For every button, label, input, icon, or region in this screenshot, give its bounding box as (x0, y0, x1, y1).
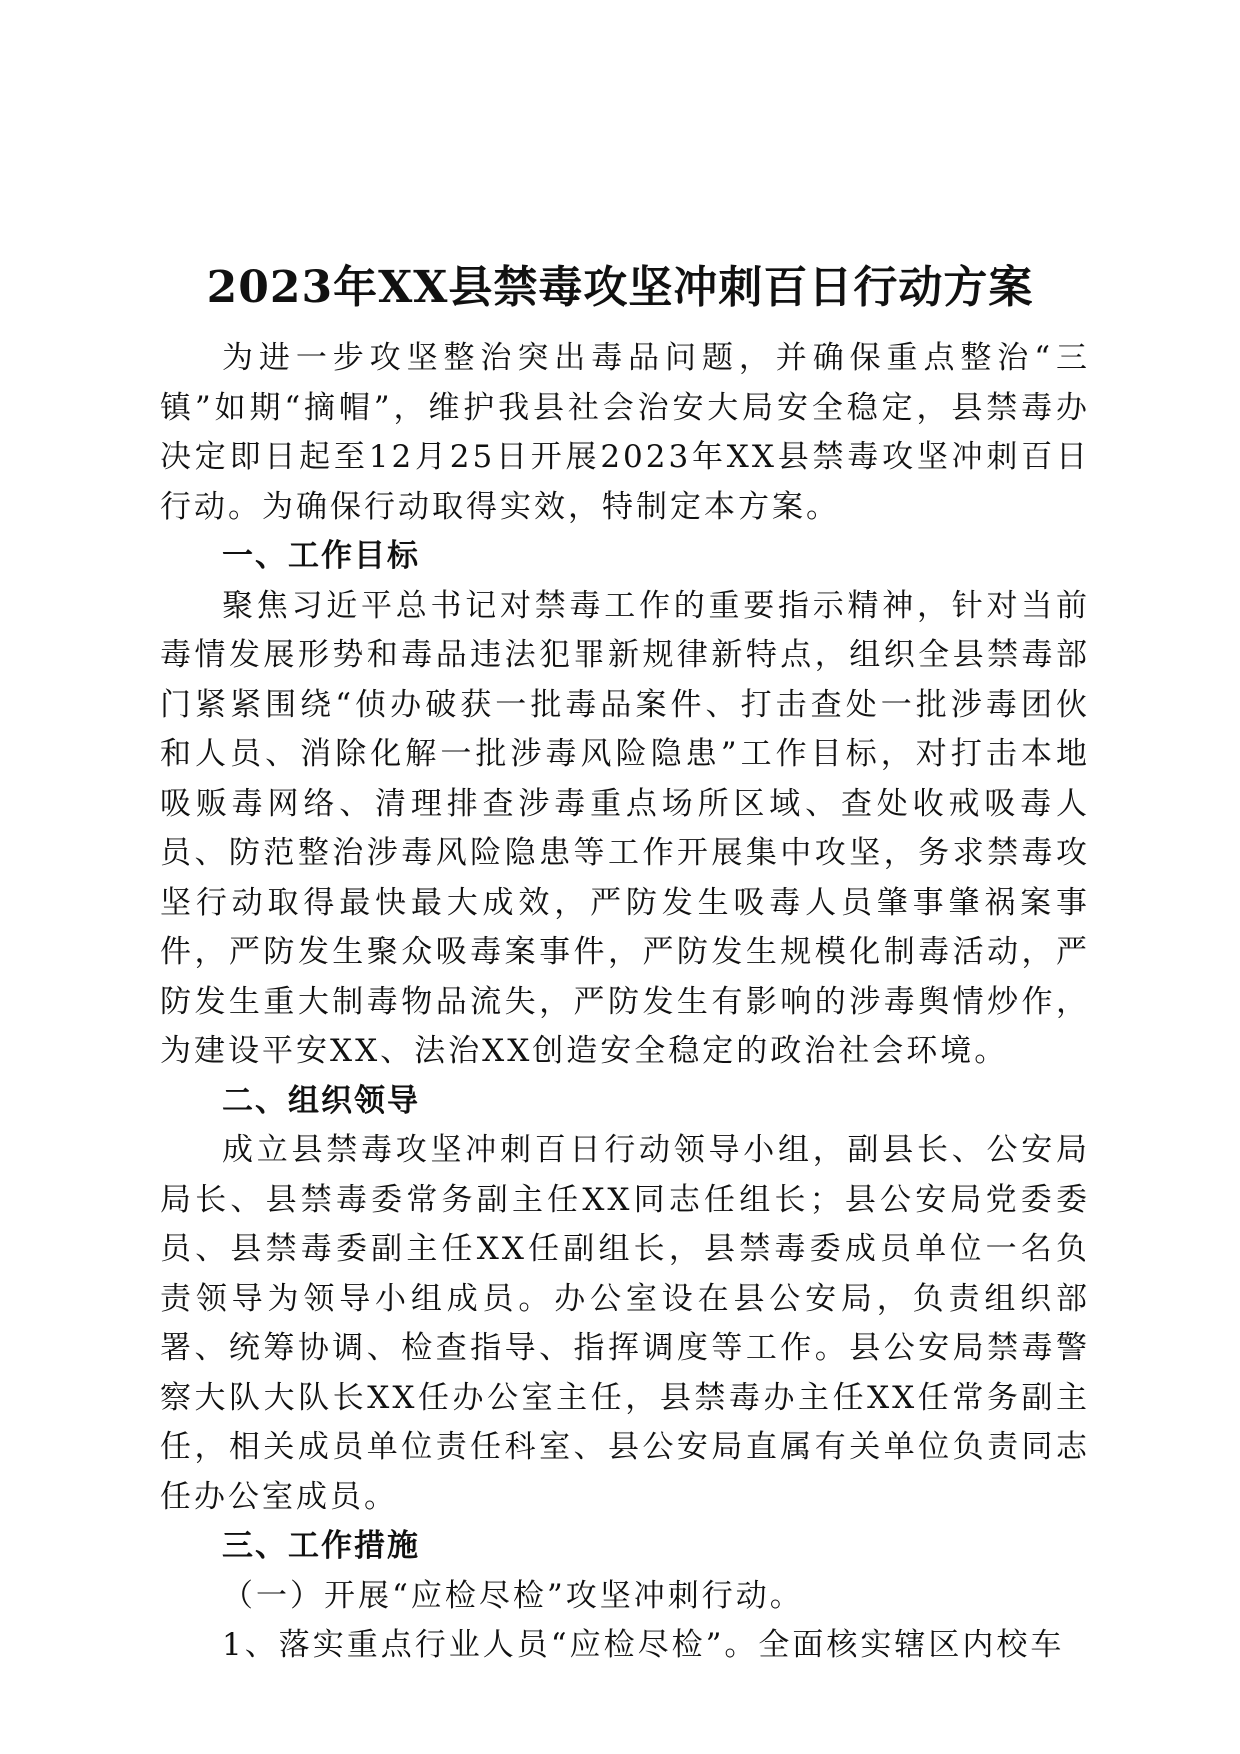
measures-subheading: （一）开展“应检尽检”攻坚冲刺行动。 (222, 1577, 804, 1614)
measures-item-1: 1、落实重点行业人员“应检尽检”。全面核实辖区内校车 (222, 1627, 1065, 1663)
section-heading-leadership: 二、组织领导 (222, 1082, 420, 1119)
section-heading-measures: 三、工作措施 (222, 1528, 420, 1564)
intro-paragraph: 为进一步攻坚整治突出毒品问题，并确保重点整治“三镇”如期“摘帽”，维护我县社会治安大局安全稳定，县禁毒办决定即日起至12月25日开展2023年XX县禁毒攻坚冲刺百日行动。为确保行动取得实效，特制定本方案。 (160, 340, 1090, 525)
goals-paragraph: 聚焦习近平总书记对禁毒工作的重要指示精神，针对当前毒情发展形势和毒品违法犯罪新规律新特点，组织全县禁毒部门紧紧围绕“侦办破获一批毒品案件、打击查处一批涉毒团伙和人员、消除化解一批涉毒风险隐患”工作目标，对打击本地吸贩毒网络、清理排查涉毒重点场所区域、查处收戒吸毒人员、防范整治涉毒风险隐患等工作开展集中攻坚，务求禁毒攻坚行动取得最快最大成效，严防发生吸毒人员肇事肇祸案事件，严防发生聚众吸毒案事件，严防发生规模化制毒活动，严防发生重大制毒物品流失，严防发生有影响的涉毒舆情炒作，为建设平安XX、法治XX创造安全稳定的政治社会环境。 (160, 587, 1090, 1069)
section-heading-goals: 一、工作目标 (222, 538, 420, 574)
leadership-paragraph: 成立县禁毒攻坚冲刺百日行动领导小组，副县长、公安局局长、县禁毒委常务副主任XX同志任组长；县公安局党委委员、县禁毒委副主任XX任副组长，县禁毒委成员单位一名负责领导为领导小组成员。办公室设在县公安局，负责组织部署、统筹协调、检查指导、指挥调度等工作。县公安局禁毒警察大队大队长XX任办公室主任，县禁毒办主任XX任常务副主任，相关成员单位责任科室、县公安局直属有关单位负责同志任办公室成员。 (160, 1132, 1090, 1515)
document-body (160, 334, 1090, 1671)
document-title: 2023年XX县禁毒攻坚冲刺百日行动方案 (206, 262, 1034, 313)
